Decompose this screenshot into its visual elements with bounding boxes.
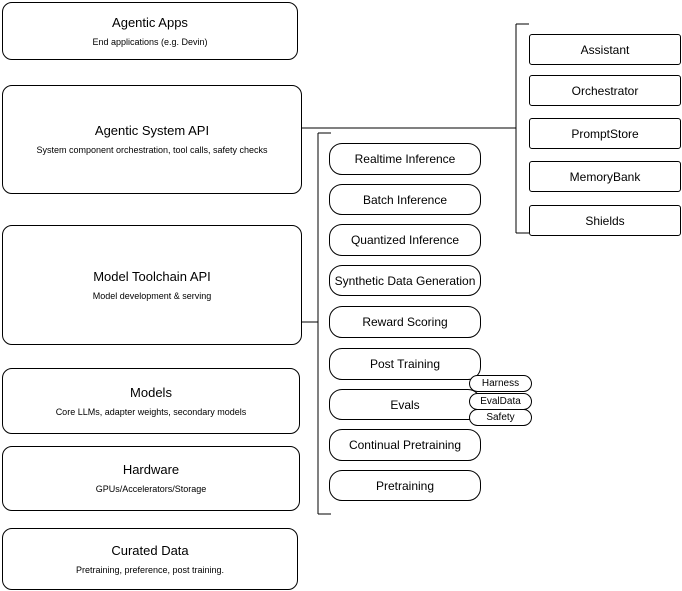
node-assistant[interactable] xyxy=(529,34,681,65)
node-title: Models xyxy=(130,384,172,400)
node-label: Batch Inference xyxy=(362,192,448,207)
node-title: Curated Data xyxy=(111,542,189,558)
node-label: Reward Scoring xyxy=(362,315,448,329)
node-label: Continual Pretraining xyxy=(348,438,462,452)
node-label: MemoryBank xyxy=(569,169,641,184)
node-label: Assistant xyxy=(580,42,630,57)
node-title: Agentic Apps xyxy=(112,14,188,30)
node-models[interactable] xyxy=(2,368,300,434)
node-subtitle: Pretraining, preference, post training. xyxy=(75,564,225,575)
node-hardware[interactable] xyxy=(2,446,300,511)
node-label: PromptStore xyxy=(571,126,639,141)
node-model-toolchain-api[interactable] xyxy=(2,225,302,345)
node-subtitle: Core LLMs, adapter weights, secondary models xyxy=(55,406,247,417)
node-subtitle: Model development & serving xyxy=(92,290,212,301)
node-synthetic-data-generation[interactable] xyxy=(329,265,481,296)
node-agentic-apps[interactable] xyxy=(2,2,298,60)
node-label: Evals xyxy=(390,397,420,412)
node-curated-data[interactable] xyxy=(2,528,298,590)
node-title: Agentic System API xyxy=(94,123,210,138)
node-label: Harness xyxy=(481,378,520,389)
node-subtitle: GPUs/Accelerators/Storage xyxy=(95,484,207,494)
node-subtitle: System component orchestration, tool calls, safety checks xyxy=(36,145,268,155)
node-label: Orchestrator xyxy=(571,83,639,98)
node-label: Post Training xyxy=(369,357,441,371)
node-reward-scoring[interactable] xyxy=(329,306,481,338)
node-evaldata[interactable] xyxy=(469,393,532,410)
node-memorybank[interactable] xyxy=(529,161,681,192)
node-label: Quantized Inference xyxy=(350,233,460,247)
node-label: Synthetic Data Generation xyxy=(334,273,476,288)
node-promptstore[interactable] xyxy=(529,118,681,149)
node-label: Safety xyxy=(486,412,515,423)
node-harness[interactable] xyxy=(469,375,532,392)
node-post-training[interactable] xyxy=(329,348,481,380)
node-title: Model Toolchain API xyxy=(93,268,211,284)
node-subtitle: End applications (e.g. Devin) xyxy=(92,36,208,47)
node-continual-pretraining[interactable] xyxy=(329,429,481,461)
node-safety[interactable] xyxy=(469,409,532,426)
node-realtime-inference[interactable] xyxy=(329,143,481,175)
node-orchestrator[interactable] xyxy=(529,75,681,106)
node-label: EvalData xyxy=(480,396,521,407)
node-title: Hardware xyxy=(122,462,180,477)
node-agentic-system-api[interactable] xyxy=(2,85,302,194)
node-label: Shields xyxy=(585,213,625,228)
node-label: Pretraining xyxy=(375,478,435,493)
node-evals[interactable] xyxy=(329,389,481,420)
node-batch-inference[interactable] xyxy=(329,184,481,215)
node-label: Realtime Inference xyxy=(354,152,456,166)
node-shields[interactable] xyxy=(529,205,681,236)
node-quantized-inference[interactable] xyxy=(329,224,481,256)
node-pretraining[interactable] xyxy=(329,470,481,501)
